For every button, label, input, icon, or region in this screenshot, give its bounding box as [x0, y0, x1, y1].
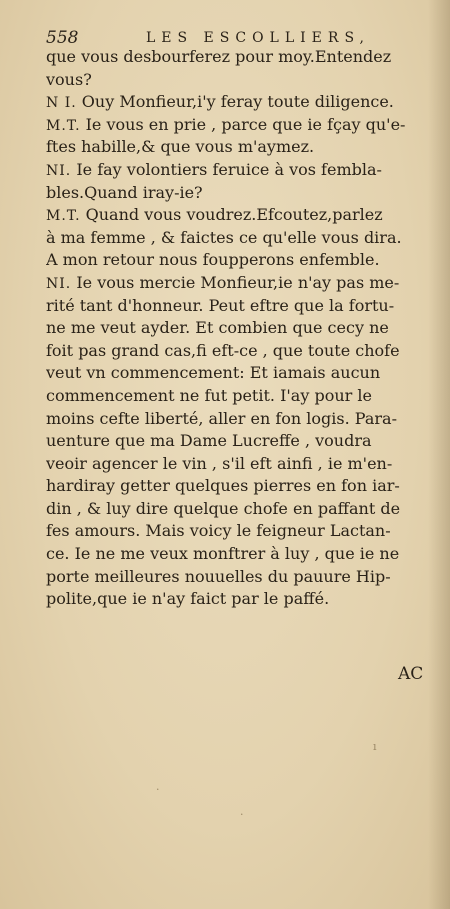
- line-text: Ie vous en prie , parce que ie fçay qu'e-: [85, 114, 406, 134]
- text-line: [46, 408, 440, 431]
- line-text: din , & luy dire quelque chofe en paffant de: [46, 498, 401, 518]
- text-line: [46, 520, 440, 543]
- line-text: commencement ne fut petit. I'ay pour le: [46, 385, 372, 405]
- line-text: foit pas grand cas,fi eft-ce , que toute chofe: [46, 340, 400, 360]
- ink-speck: ı: [373, 740, 377, 753]
- line-text: bles.Quand iray-ie?: [46, 182, 203, 202]
- text-line: [46, 453, 440, 476]
- line-text: uenture que ma Dame Lucreffe , voudra: [46, 431, 372, 451]
- ink-speck: ·: [156, 783, 160, 796]
- text-line: [46, 182, 440, 205]
- line-text: porte meilleures nouuelles du pauure Hip-: [46, 566, 391, 586]
- speaker-label: NI.: [46, 275, 72, 292]
- line-text: ftes habille,& que vous m'aymez.: [46, 137, 315, 157]
- line-text: veut vn commencement: Et iamais aucun: [46, 363, 381, 383]
- text-line: [46, 46, 440, 69]
- line-text: que vous desbourferez pour moy.Entendez: [46, 47, 392, 66]
- line-text: polite,que ie n'ay faict par le paffé.: [46, 589, 330, 609]
- text-line: [46, 588, 440, 611]
- text-line: [46, 272, 440, 295]
- catchword: AC: [398, 664, 424, 684]
- speaker-label: M.T.: [46, 208, 81, 225]
- line-text: Quand vous voudrez.Efcoutez,parlez: [85, 205, 383, 225]
- page-number: 558: [46, 28, 79, 48]
- running-title: LES ESCOLLIERS,: [146, 30, 370, 46]
- line-text: veoir agencer le vin , s'il eft ainfi , ie m'en-: [46, 453, 393, 473]
- text-block: [46, 46, 440, 611]
- text-line: [46, 204, 440, 227]
- text-line: [46, 159, 440, 182]
- text-line: [46, 340, 440, 363]
- text-line: [46, 136, 440, 159]
- line-text: hardiray getter quelques pierres en fon iar-: [46, 476, 400, 496]
- line-text: moins cefte liberté, aller en fon logis. Para-: [46, 408, 397, 428]
- text-line: [46, 249, 440, 272]
- speaker-label: N I.: [46, 95, 77, 112]
- line-text: Ouy Monfieur,i'y feray toute diligence.: [81, 92, 394, 112]
- text-line: [46, 362, 440, 385]
- ink-speck: ·: [240, 808, 244, 821]
- text-line: [46, 227, 440, 250]
- line-text: A mon retour nous foupperons enfemble.: [46, 250, 380, 270]
- speaker-label: NI.: [46, 162, 72, 179]
- text-line: [46, 317, 440, 340]
- text-line: [46, 566, 440, 589]
- text-line: [46, 69, 440, 92]
- line-text: rité tant d'honneur. Peut eftre que la fortu-: [46, 295, 395, 315]
- text-line: [46, 385, 440, 408]
- line-text: à ma femme , & faictes ce qu'elle vous dira.: [46, 227, 402, 247]
- speaker-label: M.T.: [46, 117, 81, 134]
- line-text: Ie fay volontiers feruice à vos fembla-: [76, 159, 382, 179]
- line-text: ce. Ie ne me veux monftrer à luy , que ie ne: [46, 544, 400, 564]
- text-line: [46, 295, 440, 318]
- text-line: [46, 91, 440, 114]
- text-line: [46, 543, 440, 566]
- line-text: vous?: [46, 69, 92, 89]
- text-line: [46, 475, 440, 498]
- text-line: [46, 498, 440, 521]
- line-text: fes amours. Mais voicy le feigneur Lactan-: [46, 521, 391, 541]
- text-line: [46, 430, 440, 453]
- line-text: ne me veut ayder. Et combien que cecy ne: [46, 318, 389, 338]
- line-text: Ie vous mercie Monfieur,ie n'ay pas me-: [76, 272, 400, 292]
- text-line: [46, 114, 440, 137]
